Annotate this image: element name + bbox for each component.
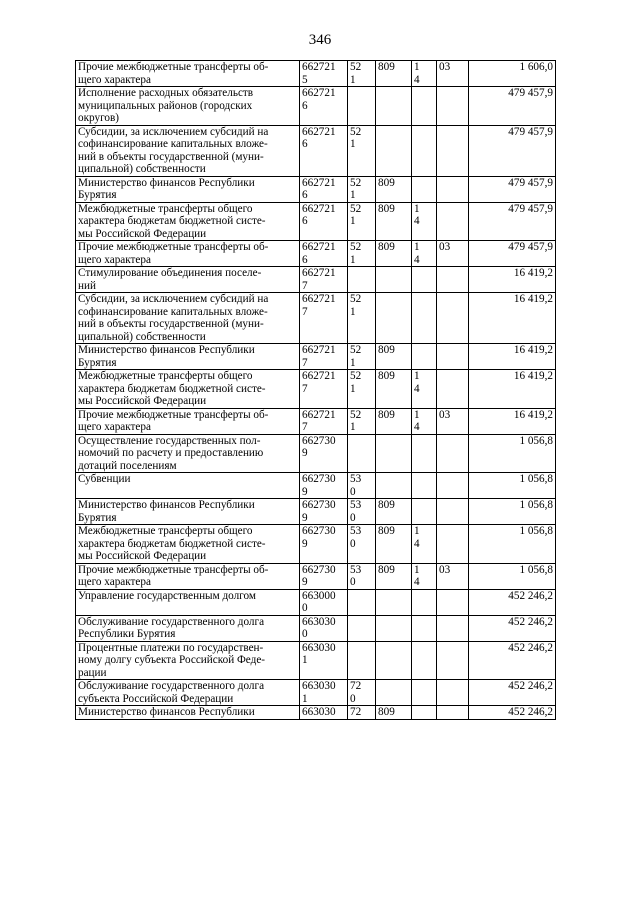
cell-expense-type: 53 0 <box>348 563 376 589</box>
cell-amount: 16 419,2 <box>469 267 556 293</box>
table-row <box>76 176 556 202</box>
cell-amount: 452 246,2 <box>469 706 556 720</box>
cell-expense-type: 52 1 <box>348 202 376 241</box>
cell-expense-type: 52 1 <box>348 176 376 202</box>
cell-amount: 1 056,8 <box>469 434 556 473</box>
cell-expense-type: 52 1 <box>348 125 376 176</box>
cell-subsection <box>437 370 469 409</box>
table-row <box>76 525 556 564</box>
cell-amount: 16 419,2 <box>469 408 556 434</box>
table-row <box>76 267 556 293</box>
table-row <box>76 408 556 434</box>
cell-target-article: 663030 <box>300 706 348 720</box>
cell-section <box>412 473 437 499</box>
cell-amount: 479 457,9 <box>469 202 556 241</box>
cell-name: Управление государственным долгом <box>76 589 300 615</box>
cell-subsection <box>437 680 469 706</box>
cell-section <box>412 615 437 641</box>
cell-ministry-code: 809 <box>376 61 412 87</box>
cell-expense-type <box>348 641 376 680</box>
cell-amount: 1 606,0 <box>469 61 556 87</box>
cell-subsection <box>437 267 469 293</box>
cell-ministry-code <box>376 267 412 293</box>
cell-section <box>412 706 437 720</box>
cell-amount: 479 457,9 <box>469 176 556 202</box>
cell-target-article: 662721 7 <box>300 267 348 293</box>
cell-amount: 452 246,2 <box>469 680 556 706</box>
table-row <box>76 61 556 87</box>
cell-ministry-code: 809 <box>376 176 412 202</box>
cell-section: 1 4 <box>412 563 437 589</box>
cell-amount: 452 246,2 <box>469 641 556 680</box>
cell-expense-type <box>348 87 376 126</box>
cell-amount: 1 056,8 <box>469 499 556 525</box>
cell-subsection: 03 <box>437 61 469 87</box>
cell-target-article: 662721 6 <box>300 241 348 267</box>
cell-amount: 16 419,2 <box>469 370 556 409</box>
cell-expense-type: 52 1 <box>348 61 376 87</box>
cell-subsection <box>437 525 469 564</box>
cell-section <box>412 499 437 525</box>
cell-ministry-code <box>376 680 412 706</box>
cell-name: Прочие межбюджетные трансферты об- щего характера <box>76 241 300 267</box>
table-row <box>76 680 556 706</box>
table-row <box>76 125 556 176</box>
cell-section: 1 4 <box>412 61 437 87</box>
cell-target-article: 662730 9 <box>300 499 348 525</box>
cell-ministry-code <box>376 589 412 615</box>
cell-target-article: 662721 6 <box>300 125 348 176</box>
table-row <box>76 241 556 267</box>
cell-subsection <box>437 344 469 370</box>
cell-amount: 16 419,2 <box>469 293 556 344</box>
cell-target-article: 662721 7 <box>300 370 348 409</box>
cell-name: Субсидии, за исключением субсидий на софинансирование капитальных вложе- ний в объекты государственной (муни- ципальной) собственности <box>76 125 300 176</box>
cell-section <box>412 641 437 680</box>
cell-name: Процентные платежи по государствен- ному долгу субъекта Российской Феде- рации <box>76 641 300 680</box>
budget-table <box>75 60 556 720</box>
cell-section: 1 4 <box>412 370 437 409</box>
cell-ministry-code: 809 <box>376 241 412 267</box>
cell-ministry-code <box>376 434 412 473</box>
cell-ministry-code: 809 <box>376 370 412 409</box>
cell-ministry-code: 809 <box>376 499 412 525</box>
cell-amount: 479 457,9 <box>469 125 556 176</box>
cell-target-article: 663030 1 <box>300 680 348 706</box>
cell-target-article: 663000 0 <box>300 589 348 615</box>
cell-subsection <box>437 176 469 202</box>
cell-expense-type: 53 0 <box>348 473 376 499</box>
cell-section <box>412 125 437 176</box>
cell-section <box>412 589 437 615</box>
cell-subsection <box>437 615 469 641</box>
cell-subsection <box>437 202 469 241</box>
cell-ministry-code: 809 <box>376 408 412 434</box>
cell-target-article: 662721 6 <box>300 87 348 126</box>
budget-table-body <box>76 61 556 720</box>
cell-ministry-code: 809 <box>376 344 412 370</box>
table-row <box>76 589 556 615</box>
cell-subsection <box>437 434 469 473</box>
cell-section: 1 4 <box>412 241 437 267</box>
cell-target-article: 662721 5 <box>300 61 348 87</box>
table-row <box>76 434 556 473</box>
table-row <box>76 202 556 241</box>
cell-ministry-code <box>376 615 412 641</box>
table-row <box>76 641 556 680</box>
table-row <box>76 370 556 409</box>
cell-target-article: 662721 6 <box>300 176 348 202</box>
cell-target-article: 663030 0 <box>300 615 348 641</box>
cell-expense-type <box>348 434 376 473</box>
cell-section <box>412 176 437 202</box>
cell-expense-type: 53 0 <box>348 525 376 564</box>
cell-ministry-code <box>376 87 412 126</box>
cell-ministry-code <box>376 293 412 344</box>
cell-ministry-code <box>376 641 412 680</box>
cell-subsection <box>437 641 469 680</box>
cell-name: Осуществление государственных пол- номочий по расчету и предоставлению дотаций поселениям <box>76 434 300 473</box>
cell-ministry-code <box>376 125 412 176</box>
cell-amount: 16 419,2 <box>469 344 556 370</box>
cell-name: Межбюджетные трансферты общего характера бюджетам бюджетной систе- мы Российской Федерации <box>76 525 300 564</box>
cell-name: Субвенции <box>76 473 300 499</box>
cell-amount: 479 457,9 <box>469 87 556 126</box>
cell-ministry-code: 809 <box>376 706 412 720</box>
cell-expense-type: 52 1 <box>348 408 376 434</box>
cell-name: Межбюджетные трансферты общего характера бюджетам бюджетной систе- мы Российской Федерации <box>76 370 300 409</box>
cell-subsection <box>437 473 469 499</box>
cell-expense-type: 52 1 <box>348 370 376 409</box>
cell-section <box>412 293 437 344</box>
cell-name: Обслуживание государственного долга субъекта Российской Федерации <box>76 680 300 706</box>
cell-name: Стимулирование объединения поселе- ний <box>76 267 300 293</box>
table-row <box>76 473 556 499</box>
table-row <box>76 87 556 126</box>
cell-amount: 1 056,8 <box>469 525 556 564</box>
cell-target-article: 662730 9 <box>300 473 348 499</box>
cell-expense-type: 72 0 <box>348 680 376 706</box>
cell-ministry-code: 809 <box>376 525 412 564</box>
table-row <box>76 706 556 720</box>
cell-ministry-code <box>376 473 412 499</box>
cell-name: Прочие межбюджетные трансферты об- щего характера <box>76 563 300 589</box>
cell-expense-type <box>348 589 376 615</box>
cell-amount: 1 056,8 <box>469 563 556 589</box>
table-row <box>76 615 556 641</box>
cell-section <box>412 680 437 706</box>
cell-target-article: 662730 9 <box>300 563 348 589</box>
cell-name: Обслуживание государственного долга Республики Бурятия <box>76 615 300 641</box>
cell-subsection: 03 <box>437 241 469 267</box>
cell-expense-type: 52 1 <box>348 344 376 370</box>
cell-amount: 452 246,2 <box>469 589 556 615</box>
cell-amount: 479 457,9 <box>469 241 556 267</box>
cell-target-article: 662721 7 <box>300 293 348 344</box>
cell-target-article: 662721 6 <box>300 202 348 241</box>
cell-name: Субсидии, за исключением субсидий на софинансирование капитальных вложе- ний в объекты государственной (муни- ципальной) собственности <box>76 293 300 344</box>
cell-expense-type <box>348 267 376 293</box>
cell-expense-type: 72 <box>348 706 376 720</box>
cell-name: Прочие межбюджетные трансферты об- щего характера <box>76 408 300 434</box>
table-row <box>76 293 556 344</box>
page-number: 346 <box>308 32 332 48</box>
table-row <box>76 499 556 525</box>
cell-section <box>412 267 437 293</box>
cell-subsection <box>437 87 469 126</box>
cell-name: Исполнение расходных обязательств муниципальных районов (городских округов) <box>76 87 300 126</box>
cell-section: 1 4 <box>412 525 437 564</box>
cell-name: Межбюджетные трансферты общего характера бюджетам бюджетной систе- мы Российской Федерации <box>76 202 300 241</box>
cell-name: Министерство финансов Республики Бурятия <box>76 176 300 202</box>
cell-section <box>412 434 437 473</box>
cell-subsection <box>437 125 469 176</box>
cell-name: Министерство финансов Республики Бурятия <box>76 344 300 370</box>
cell-expense-type <box>348 615 376 641</box>
cell-expense-type: 52 1 <box>348 241 376 267</box>
cell-amount: 452 246,2 <box>469 615 556 641</box>
cell-ministry-code: 809 <box>376 563 412 589</box>
cell-target-article: 662721 7 <box>300 344 348 370</box>
cell-target-article: 662721 7 <box>300 408 348 434</box>
cell-name: Министерство финансов Республики Бурятия <box>76 499 300 525</box>
cell-subsection: 03 <box>437 563 469 589</box>
cell-section <box>412 87 437 126</box>
cell-section <box>412 344 437 370</box>
cell-name: Министерство финансов Республики <box>76 706 300 720</box>
table-row <box>76 344 556 370</box>
table-row <box>76 563 556 589</box>
cell-target-article: 662730 9 <box>300 434 348 473</box>
cell-subsection: 03 <box>437 408 469 434</box>
cell-ministry-code: 809 <box>376 202 412 241</box>
cell-section: 1 4 <box>412 408 437 434</box>
cell-subsection <box>437 589 469 615</box>
cell-amount: 1 056,8 <box>469 473 556 499</box>
cell-expense-type: 52 1 <box>348 293 376 344</box>
cell-target-article: 663030 1 <box>300 641 348 680</box>
cell-name: Прочие межбюджетные трансферты об- щего характера <box>76 61 300 87</box>
cell-subsection <box>437 706 469 720</box>
cell-subsection <box>437 293 469 344</box>
cell-expense-type: 53 0 <box>348 499 376 525</box>
cell-target-article: 662730 9 <box>300 525 348 564</box>
cell-section: 1 4 <box>412 202 437 241</box>
cell-subsection <box>437 499 469 525</box>
